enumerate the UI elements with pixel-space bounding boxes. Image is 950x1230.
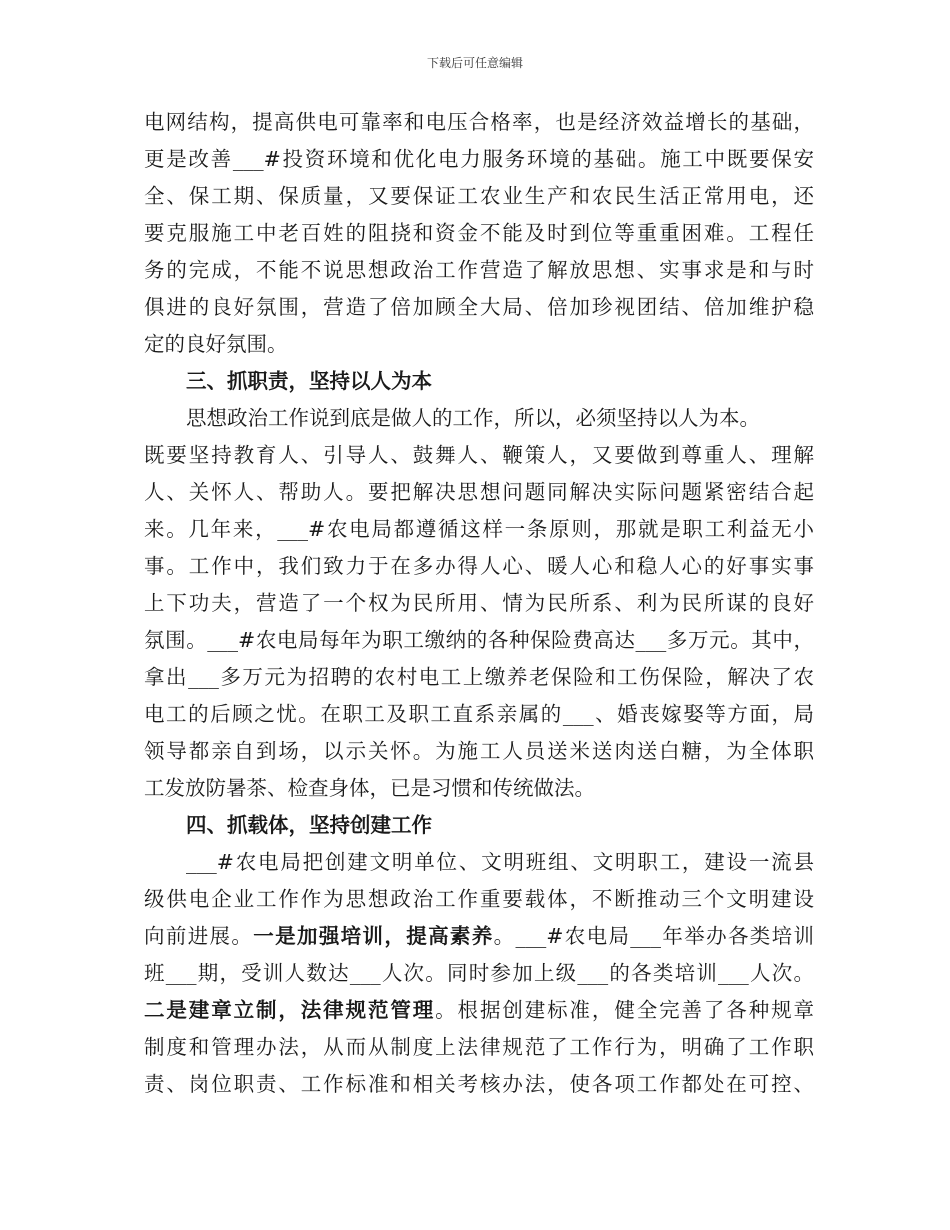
bold-text: 一是加强培训，提高素养 [253, 924, 494, 948]
text-line [144, 659, 814, 696]
text-span: ___#农电局把创建文明单位、文明班组、文明职工，建设一流县 [186, 850, 814, 874]
text-line [144, 1066, 814, 1103]
text-span: 四、抓载体，坚持创建工作 [186, 813, 432, 837]
text-line [144, 326, 814, 363]
text-line [144, 1029, 814, 1066]
bold-text: 二是建章立制，法律规范管理 [144, 998, 436, 1022]
text-span: 。___#农电局___年举办各类培训 [493, 924, 814, 948]
text-span: 拿出___多万元为招聘的农村电工上缴养老保险和工伤保险，解决了农 [144, 665, 814, 689]
text-line [144, 696, 814, 733]
text-line [144, 585, 814, 622]
text-span: 定的良好氛围。 [144, 332, 288, 356]
text-span: 人、关怀人、帮助人。要把解决思想问题同解决实际问题紧密结合起 [144, 480, 814, 504]
text-line [144, 844, 814, 881]
text-span: 三、抓职责，坚持以人为本 [186, 369, 432, 393]
text-line [144, 104, 814, 141]
text-line [144, 918, 814, 955]
text-span: 来。几年来，___#农电局都遵循这样一条原则，那就是职工利益无小 [144, 517, 814, 541]
text-line [144, 289, 814, 326]
page-header: 下载后可任意编辑 [426, 56, 523, 70]
text-span: 电工的后顾之忧。在职工及职工直系亲属的___、婚丧嫁娶等方面，局 [144, 702, 814, 726]
text-line [144, 955, 814, 992]
text-line [144, 437, 814, 474]
text-line [144, 770, 814, 807]
text-span: 级供电企业工作作为思想政治工作重要载体，不断推动三个文明建设 [144, 887, 814, 911]
section-heading [144, 363, 814, 400]
text-span: 务的完成，不能不说思想政治工作营造了解放思想、实事求是和与时 [144, 258, 814, 282]
text-span: 事。工作中，我们致力于在多办得人心、暖人心和稳人心的好事实事 [144, 554, 814, 578]
text-span: 思想政治工作说到底是做人的工作，所以，必须坚持以人为本。 [186, 406, 760, 430]
text-line [144, 881, 814, 918]
text-line [144, 474, 814, 511]
text-span: 氛围。___#农电局每年为职工缴纳的各种保险费高达___多万元。其中， [144, 628, 814, 652]
text-span: 全、保工期、保质量，又要保证工农业生产和农民生活正常用电，还 [144, 184, 814, 208]
text-span: 责、岗位职责、工作标准和相关考核办法，使各项工作都处在可控、 [144, 1072, 814, 1096]
text-line [144, 511, 814, 548]
text-span: 制度和管理办法，从而从制度上法律规范了工作行为，明确了工作职 [144, 1035, 814, 1059]
text-line [144, 992, 814, 1029]
text-line [144, 622, 814, 659]
text-span: 上下功夫，营造了一个权为民所用、情为民所系、利为民所谋的良好 [144, 591, 814, 615]
text-span: 班___期，受训人数达___人次。同时参加上级___的各类培训___人次。 [144, 961, 814, 985]
text-span: 既要坚持教育人、引导人、鼓舞人、鞭策人，又要做到尊重人、理解 [144, 443, 814, 467]
section-heading [144, 807, 814, 844]
text-line [144, 400, 814, 437]
text-span: 要克服施工中老百姓的阻挠和资金不能及时到位等重重困难。工程任 [144, 221, 814, 245]
text-line [144, 215, 814, 252]
text-span: 工发放防暑茶、检查身体，已是习惯和传统做法。 [144, 776, 595, 800]
text-line [144, 141, 814, 178]
text-span: 向前进展。 [144, 924, 254, 948]
text-line [144, 252, 814, 289]
text-span: 俱进的良好氛围，营造了倍加顾全大局、倍加珍视团结、倍加维护稳 [144, 295, 814, 319]
text-span: 。根据创建标准，健全完善了各种规章 [435, 998, 814, 1022]
text-span: 电网结构，提高供电可靠率和电压合格率，也是经济效益增长的基础， [144, 110, 814, 134]
text-line [144, 178, 814, 215]
text-line [144, 733, 814, 770]
document-body [144, 104, 814, 1103]
text-span: 领导都亲自到场，以示关怀。为施工人员送米送肉送白糖，为全体职 [144, 739, 814, 763]
text-span: 更是改善___#投资环境和优化电力服务环境的基础。施工中既要保安 [144, 147, 814, 171]
text-line [144, 548, 814, 585]
